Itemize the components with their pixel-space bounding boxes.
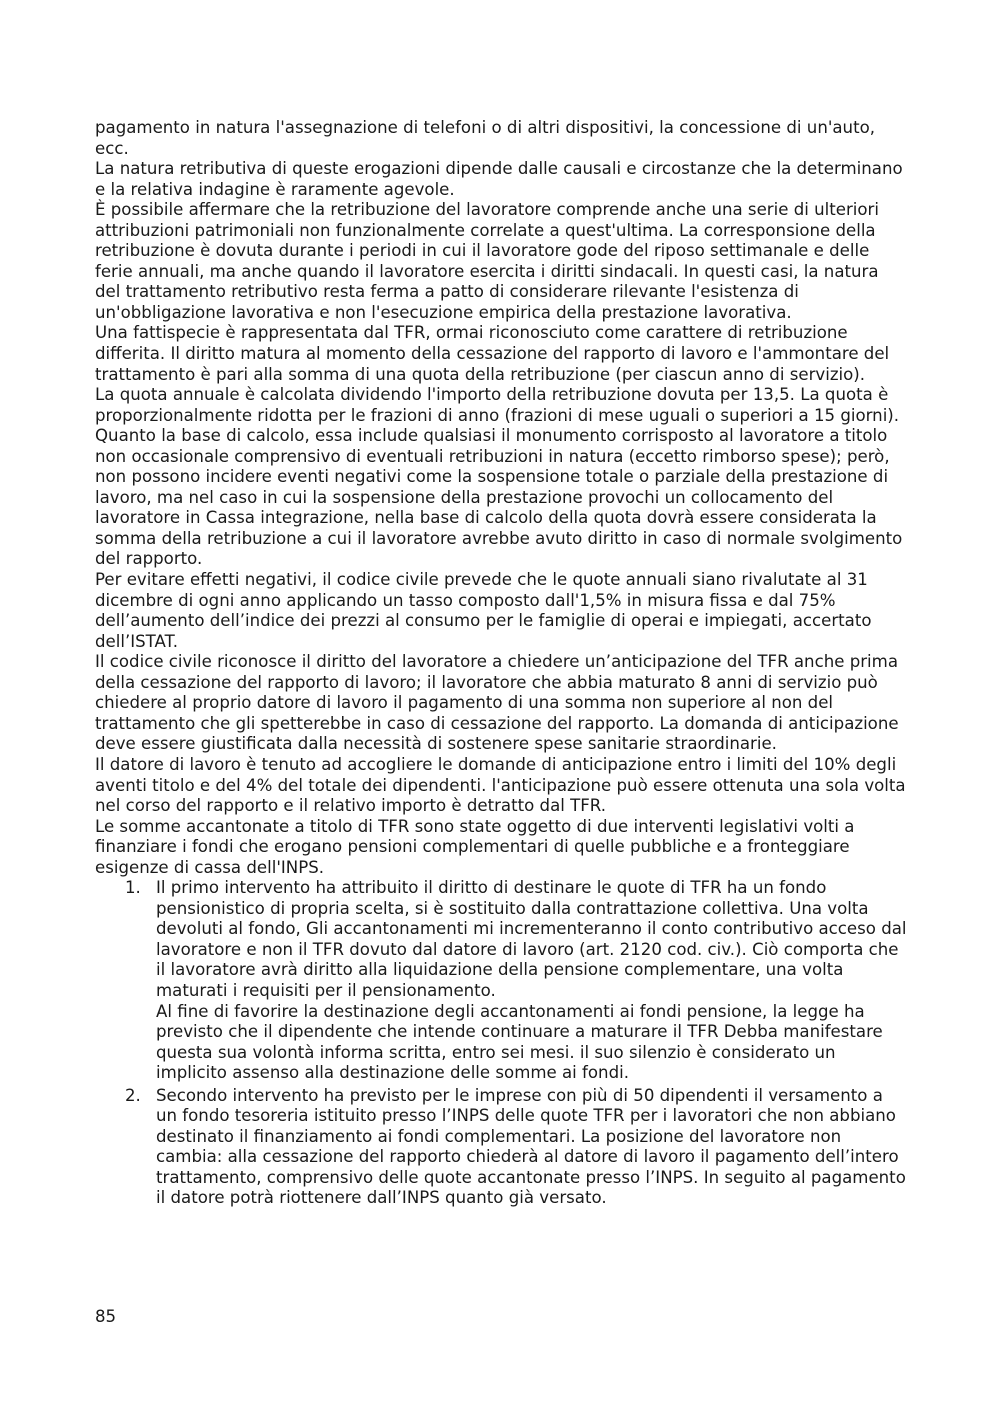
paragraph: La natura retributiva di queste erogazioni dipende dalle causali e circostanze che la determinano e la relativa indagine è raramente agevole. xyxy=(95,159,903,199)
paragraph: Il codice civile riconosce il diritto del lavoratore a chiedere un’anticipazione del TFR anche prima della cessazione del rapporto di lavoro; il lavoratore che abbia maturato 8 anni di servizio può chiedere al proprio datore di lavoro il pagamento di una somma non superiore al non del trattamento che gli spetterebbe in caso di cessazione del rapporto. La domanda di anticipazione deve essere giustificata dalla necessità di sostenere spese sanitarie straordinarie. xyxy=(95,652,899,754)
paragraph: Il datore di lavoro è tenuto ad accogliere le domande di anticipazione entro i limiti del 10% degli aventi titolo e del 4% del totale dei dipendenti. l'anticipazione può essere ottenuta una sola volta nel corso del rapporto e il relativo importo è detratto dal TFR. xyxy=(95,754,906,816)
list-item xyxy=(95,878,907,1083)
paragraph: Per evitare effetti negativi, il codice civile prevede che le quote annuali siano rivalutate al 31 dicembre di ogni anno applicando un tasso composto dall'1,5% in misura fissa e dal 75% dell’aumento dell’indice dei prezzi al consumo per le famiglie di operai e impiegati, accertato dell’ISTAT. xyxy=(95,570,872,651)
page-body xyxy=(95,118,907,1209)
list-item xyxy=(95,1086,907,1209)
numbered-list xyxy=(95,878,907,1209)
paragraph: pagamento in natura l'assegnazione di telefoni o di altri dispositivi, la concessione di un'auto, ecc. xyxy=(95,118,876,158)
list-item-text-continued: Al fine di favorire la destinazione degli accantonamenti ai fondi pensione, la legge ha previsto che il dipendente che intende continuare a maturare il TFR Debba manifestare questa sua volontà informa scritta, entro sei mesi. il suo silenzio è considerato un implicito assenso alla destinazione delle somme ai fondi. xyxy=(156,1001,883,1083)
list-item-text: Il primo intervento ha attribuito il diritto di destinare le quote di TFR ha un fondo pensionistico di propria scelta, si è sostituito dalla contrattazione collettiva. Una volta devoluti al fondo, Gli accantonamenti mi incrementeranno il conto contributivo acceso dal lavoratore e non il TFR dovuto dal datore di lavoro (art. 2120 cod. civ.). Ciò comporta che il lavoratore avrà diritto alla liquidazione della pensione complementare, una volta maturati i requisiti per il pensionamento. xyxy=(156,878,907,1000)
paragraph: Le somme accantonate a titolo di TFR sono state oggetto di due interventi legislativi volti a finanziare i fondi che erogano pensioni complementari di quelle pubbliche e a fronteggiare esigenze di cassa dell'INPS. xyxy=(95,816,855,877)
paragraph: Una fattispecie è rappresentata dal TFR, ormai riconosciuto come carattere di retribuzione differita. Il diritto matura al momento della cessazione del rapporto di lavoro e l'ammontare del trattamento è pari alla somma di una quota della retribuzione (per ciascun anno di servizio). xyxy=(95,323,890,384)
page-number: 85 xyxy=(95,1307,117,1326)
list-item-number: 1. xyxy=(125,878,141,898)
paragraph: È possibile affermare che la retribuzione del lavoratore comprende anche una serie di ulteriori attribuzioni patrimoniali non funzionalmente correlate a quest'ultima. La corresponsione della retribuzione è dovuta durante i periodi in cui il lavoratore gode del riposo settimanale e delle ferie annuali, ma anche quando il lavoratore esercita i diritti sindacali. In questi casi, la natura del trattamento retributivo resta ferma a patto di considerare rilevante l'esistenza di un'obbligazione lavorativa e non l'esecuzione empirica della prestazione lavorativa. xyxy=(95,200,879,322)
list-item-text: Secondo intervento ha previsto per le imprese con più di 50 dipendenti il versamento a un fondo tesoreria istituito presso l’INPS delle quote TFR per i lavoratori che non abbiano destinato il finanziamento ai fondi complementari. La posizione del lavoratore non cambia: alla cessazione del rapporto chiederà al datore di lavoro il pagamento dell’intero trattamento, comprensivo delle quote accantonate presso l’INPS. In seguito al pagamento il datore potrà riottenere dall’INPS quanto già versato. xyxy=(156,1085,906,1208)
list-item-number: 2. xyxy=(125,1085,141,1105)
paragraph: La quota annuale è calcolata dividendo l'importo della retribuzione dovuta per 13,5. La quota è proporzionalmente ridotta per le frazioni di anno (frazioni di mese uguali o superiori a 15 giorni). Quanto la base di calcolo, essa include qualsiasi il monumento corrisposto al lavoratore a titolo non occasionale comprensivo di eventuali retribuzioni in natura (eccetto rimborso spese); però, non possono incidere eventi negativi come la sospensione totale o parziale della prestazione di lavoro, ma nel caso in cui la sospensione della prestazione provochi un collocamento del lavoratore in Cassa integrazione, nella base di calcolo della quota dovrà essere considerata la somma della retribuzione a cui il lavoratore avrebbe avuto diritto in caso di normale svolgimento del rapporto. xyxy=(95,385,903,569)
